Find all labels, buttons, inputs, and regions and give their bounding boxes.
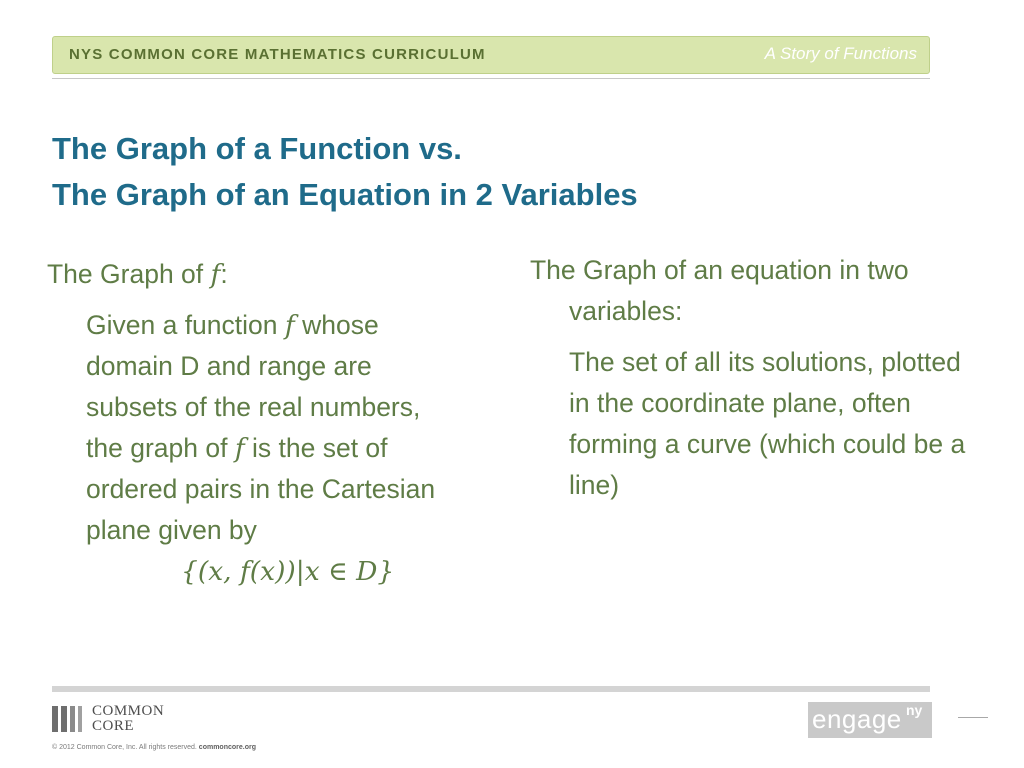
equation-graph-definition: The set of all its solutions, plotted in the coordinate plane, often forming a curve (which could be a line) — [569, 347, 966, 500]
function-graph-heading: The Graph of f: — [47, 259, 228, 290]
curriculum-name: NYS COMMON CORE MATHEMATICS CURRICULUM — [69, 46, 486, 63]
footer-dash — [958, 717, 988, 718]
definition-line: ordered pairs in the Cartesian — [86, 474, 436, 504]
common-core-logo — [52, 704, 192, 736]
function-graph-definition — [47, 305, 507, 592]
common-core-wordmark: COMMON CORE — [92, 703, 165, 734]
copyright-notice: © 2012 Common Core, Inc. All rights reserved. commoncore.org — [52, 744, 256, 751]
commoncore-link[interactable]: commoncore.org — [198, 744, 256, 751]
set-builder-notation: {(x, f(x))|x ∈ D} — [181, 556, 395, 587]
slide-title — [52, 126, 952, 218]
function-variable: f — [210, 259, 221, 290]
footer-divider — [52, 686, 930, 692]
curriculum-header-bar — [52, 36, 930, 74]
header-divider — [52, 78, 930, 79]
definition-line: the graph of f is the set of — [86, 433, 388, 464]
engageny-logo: engage ny — [808, 702, 932, 738]
definition-line: domain D and range are — [86, 351, 372, 381]
function-graph-column — [47, 254, 507, 592]
equation-graph-heading: The Graph of an equation in two variables: — [530, 255, 909, 326]
title-line-2: The Graph of an Equation in 2 Variables — [52, 177, 638, 212]
module-name: A Story of Functions — [764, 44, 917, 63]
definition-line: subsets of the real numbers, — [86, 392, 421, 422]
definition-line: plane given by — [86, 515, 257, 545]
title-line-1: The Graph of a Function vs. — [52, 131, 462, 166]
equation-graph-column — [530, 250, 980, 506]
definition-line: Given a function f whose — [86, 310, 379, 341]
